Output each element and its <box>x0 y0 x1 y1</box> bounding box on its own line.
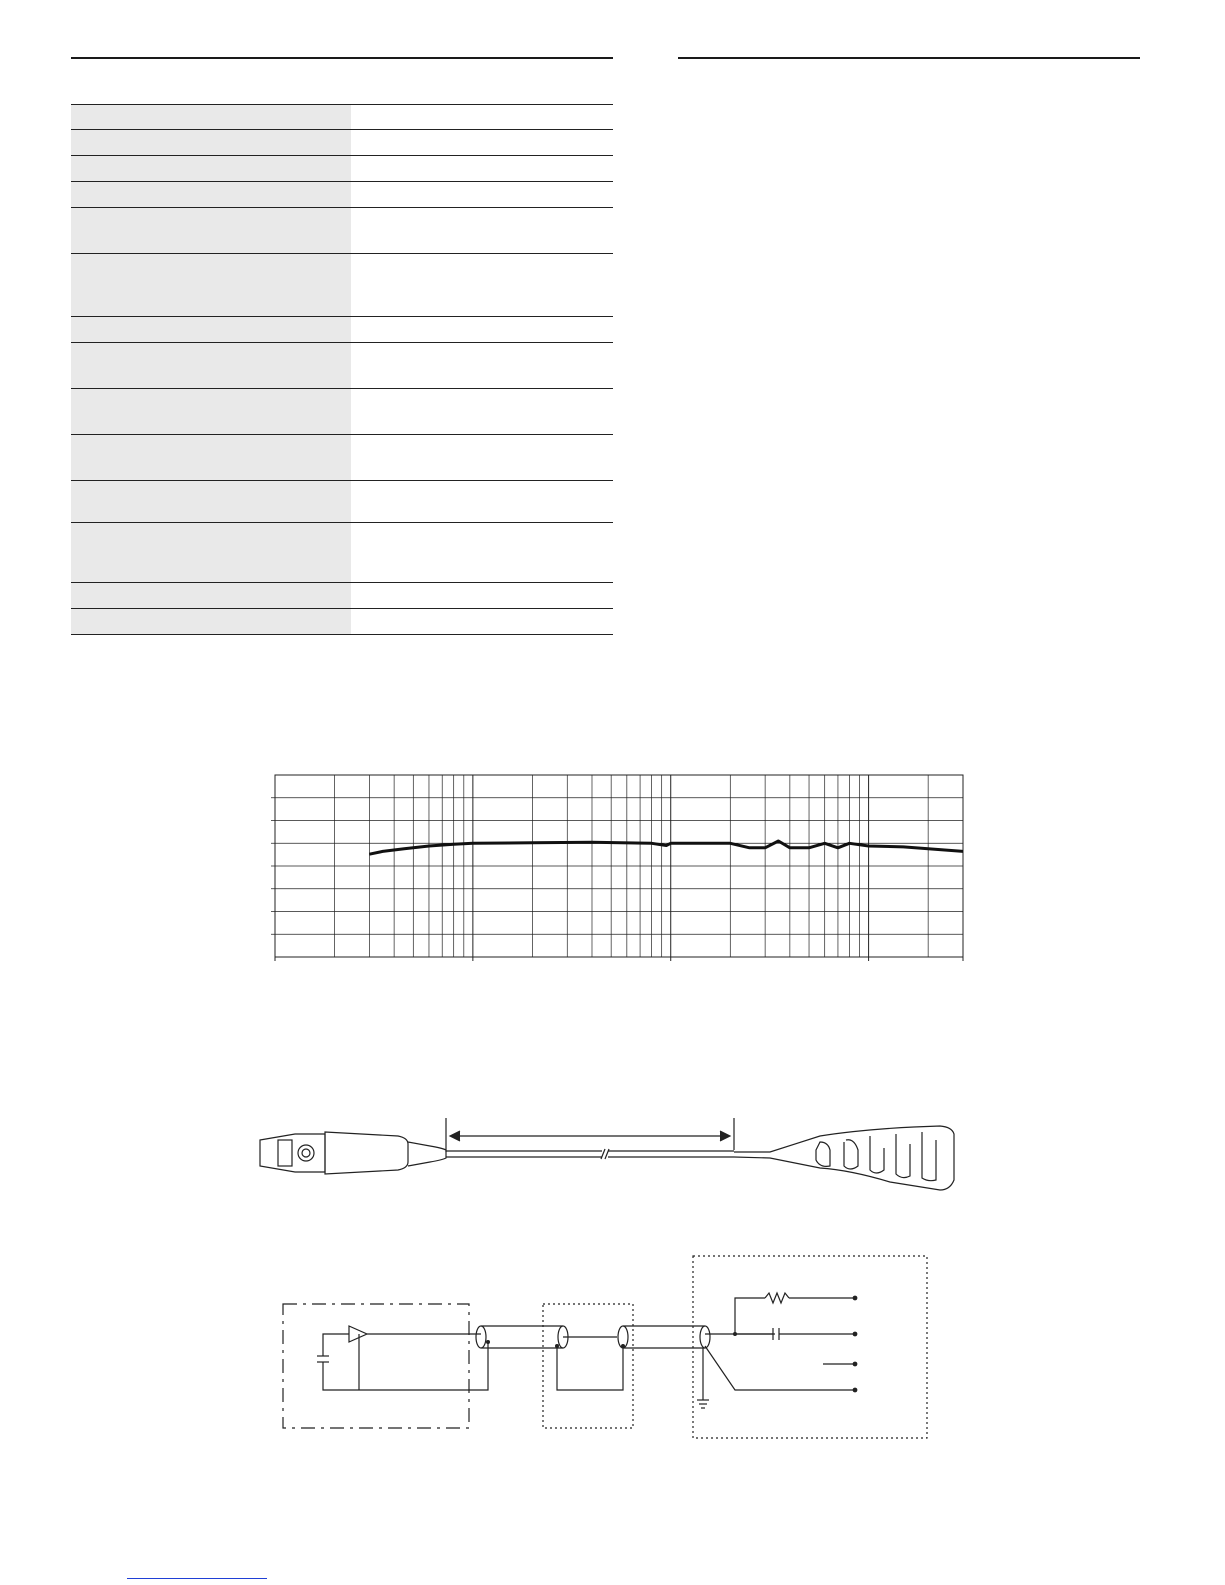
spec-label <box>71 343 351 389</box>
spec-value <box>351 609 613 635</box>
spec-row <box>71 389 613 435</box>
spec-row <box>71 208 613 254</box>
spec-label <box>71 254 351 317</box>
terminal-dot <box>853 1296 858 1301</box>
spec-row <box>71 609 613 635</box>
terminal-dot <box>853 1362 858 1367</box>
right-column-rule <box>678 57 1140 59</box>
terminal-dot <box>853 1332 858 1337</box>
spec-row <box>71 481 613 523</box>
spec-row <box>71 435 613 481</box>
spec-value <box>351 317 613 343</box>
spec-label <box>71 130 351 156</box>
spec-label <box>71 583 351 609</box>
spec-value <box>351 156 613 182</box>
spec-row <box>71 182 613 208</box>
spec-row <box>71 343 613 389</box>
spec-value <box>351 254 613 317</box>
spec-label <box>71 208 351 254</box>
spec-label <box>71 609 351 635</box>
spec-label <box>71 105 351 130</box>
spec-row <box>71 156 613 182</box>
spec-value <box>351 583 613 609</box>
spec-value <box>351 481 613 523</box>
spec-label <box>71 317 351 343</box>
spec-table <box>71 104 613 635</box>
cable-assembly-drawing <box>250 1110 970 1200</box>
spec-row <box>71 130 613 156</box>
spec-row <box>71 317 613 343</box>
spec-row <box>71 523 613 583</box>
spec-value <box>351 523 613 583</box>
spec-row <box>71 254 613 317</box>
terminal-dot <box>853 1388 858 1393</box>
spec-label <box>71 389 351 435</box>
resistor-icon <box>765 1293 789 1303</box>
spec-value <box>351 105 613 130</box>
spec-label <box>71 435 351 481</box>
ground-icon <box>697 1400 709 1408</box>
spec-row <box>71 105 613 130</box>
spec-label <box>71 523 351 583</box>
spec-label <box>71 156 351 182</box>
spec-value <box>351 435 613 481</box>
input-stage-dotted-box <box>693 1256 927 1438</box>
spec-row <box>71 583 613 609</box>
left-column-rule <box>71 57 613 59</box>
spec-label <box>71 481 351 523</box>
frequency-response-chart <box>265 770 965 965</box>
spec-value <box>351 389 613 435</box>
wiring-schematic <box>275 1250 955 1450</box>
spec-label <box>71 182 351 208</box>
spec-value <box>351 130 613 156</box>
spec-value <box>351 182 613 208</box>
capsule-dashdot-box <box>283 1304 469 1428</box>
preamp-triangle-icon <box>349 1326 367 1342</box>
footer-link-underline[interactable] <box>127 1578 267 1579</box>
spec-value <box>351 208 613 254</box>
spec-value <box>351 343 613 389</box>
